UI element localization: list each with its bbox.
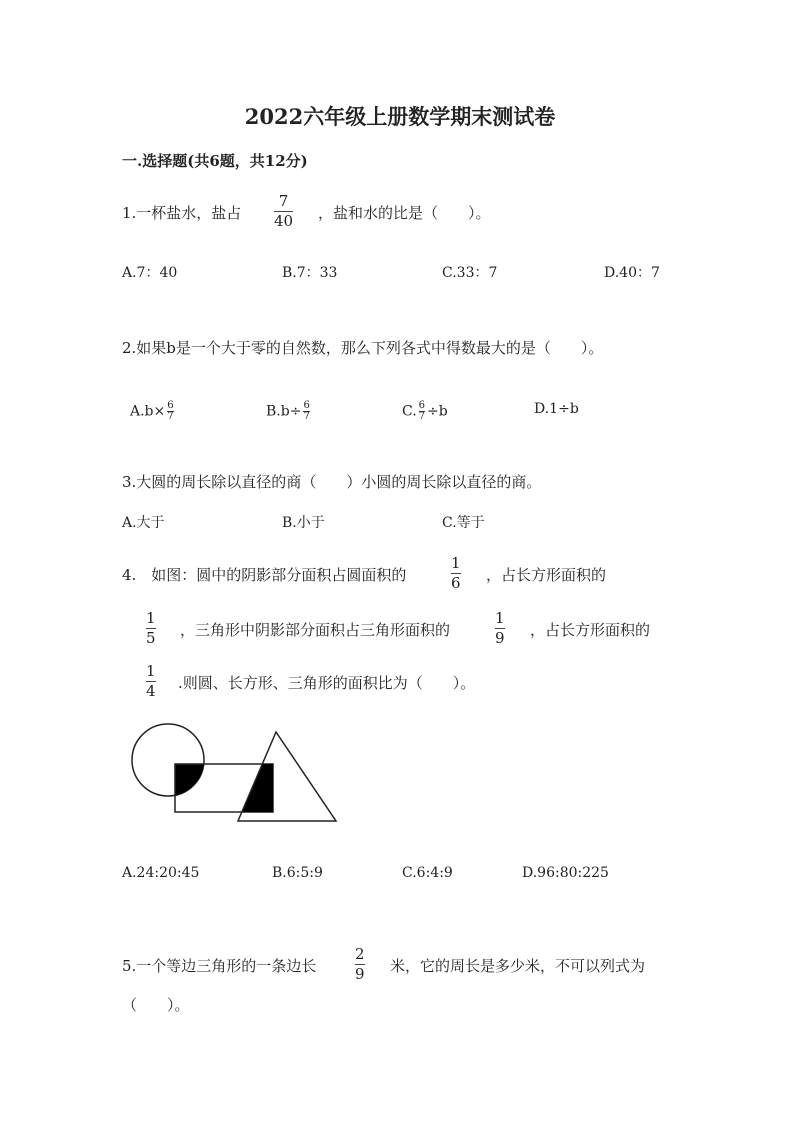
q2-option-d[interactable]: D.1÷b xyxy=(534,401,579,417)
q1-option-a[interactable]: A.7：40 xyxy=(122,265,178,281)
q2-option-b[interactable] xyxy=(266,401,312,422)
q1-text-post: ，盐和水的比是（ ）。 xyxy=(318,204,491,222)
q2-a-label: A.b× xyxy=(130,403,166,420)
q1-text-pre: 1.一杯盐水，盐占 xyxy=(122,204,242,222)
q2-a-fraction: $\frac{6}{7}$ xyxy=(167,400,174,422)
q2-c-suffix: ÷b xyxy=(427,403,448,420)
q3-option-a[interactable]: A.大于 xyxy=(122,515,165,531)
q4-fraction-1: 1 6 xyxy=(451,554,461,592)
q3-option-b[interactable]: B.小于 xyxy=(282,515,325,531)
q1-fraction xyxy=(274,193,293,230)
q4-text-mid3: ，占长方形面积的 xyxy=(530,621,651,639)
q2-b-fraction: $\frac{6}{7}$ xyxy=(303,400,310,422)
q4-option-c[interactable]: C.6:4:9 xyxy=(402,865,453,881)
page-title: 2022六年级上册数学期末测试卷 xyxy=(244,104,556,129)
q2-option-c[interactable] xyxy=(402,401,448,422)
q1-option-d[interactable]: D.40：7 xyxy=(604,265,660,281)
q1-option-c[interactable]: C.33：7 xyxy=(442,265,498,281)
q4-option-a[interactable]: A.24:20:45 xyxy=(122,865,200,881)
q4-figure xyxy=(130,718,350,828)
q5-fraction: 2 9 xyxy=(355,945,365,983)
q1-frac-den: 40 xyxy=(274,212,294,230)
q3-text: 3.大圆的周长除以直径的商（ ）小圆的周长除以直径的商。 xyxy=(122,473,542,491)
q4-option-d[interactable]: D.96:80:225 xyxy=(522,865,609,881)
q4-fraction-3: 1 9 xyxy=(495,609,505,647)
q4-text-post: .则圆、长方形、三角形的面积比为（ ）。 xyxy=(178,674,476,692)
section-heading: 一.选择题(共6题，共12分) xyxy=(122,152,308,170)
q2-c-fraction: $\frac{6}{7}$ xyxy=(418,400,426,422)
q5-text-pre: 5.一个等边三角形的一条边长 xyxy=(122,957,317,975)
q4-text-pre: 4. 如图：圆中的阴影部分面积占圆面积的 xyxy=(122,566,407,584)
q4-text-mid1: ，占长方形面积的 xyxy=(486,566,607,584)
q4-option-b[interactable]: B.6:5:9 xyxy=(272,865,323,881)
q2-option-a[interactable] xyxy=(130,401,176,422)
q2-b-label: B.b÷ xyxy=(266,403,302,420)
q2-text: 2.如果b是一个大于零的自然数，那么下列各式中得数最大的是（ ）。 xyxy=(122,339,604,357)
q3-option-c[interactable]: C.等于 xyxy=(442,515,485,531)
q1-option-b[interactable]: B.7：33 xyxy=(282,265,338,281)
q4-fraction-4: 1 4 xyxy=(146,662,156,700)
q2-c-label: C. xyxy=(402,403,417,420)
q1-frac-num: 7 xyxy=(278,192,289,210)
q5-text-line2: （ ）。 xyxy=(122,996,190,1014)
q5-text-post: 米，它的周长是多少米，不可以列式为 xyxy=(390,957,646,975)
q4-fraction-2: 1 5 xyxy=(146,609,156,647)
q4-text-mid2: ，三角形中阴影部分面积占三角形面积的 xyxy=(180,621,451,639)
